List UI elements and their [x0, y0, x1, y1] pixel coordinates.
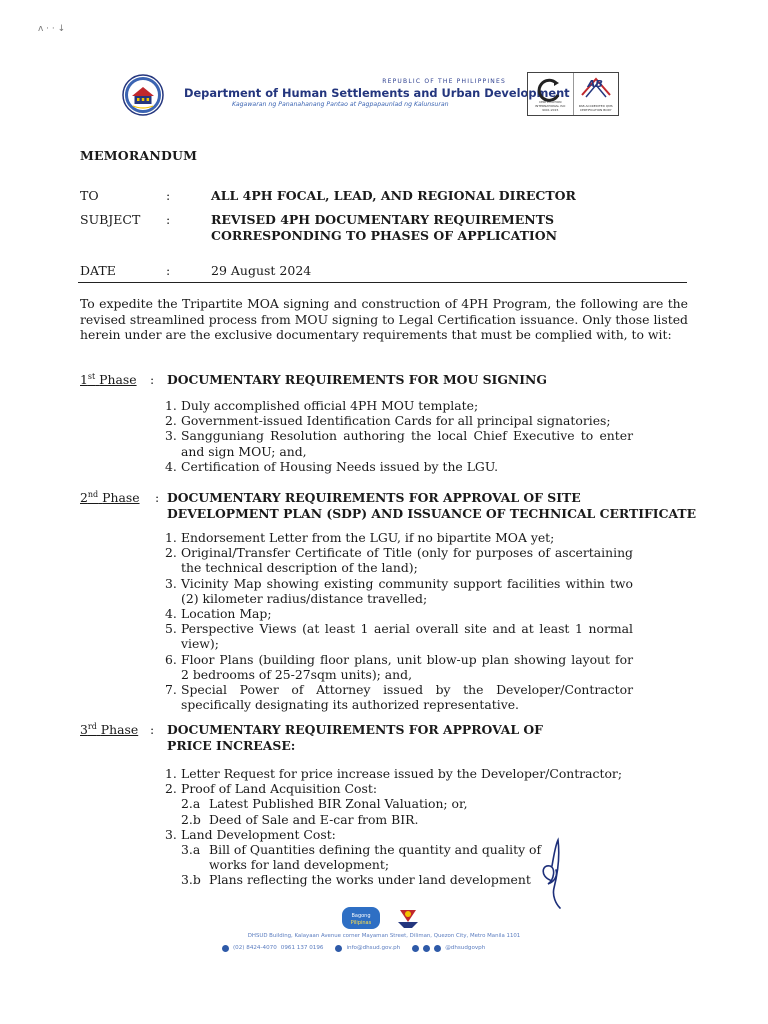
item-text: Vicinity Map showing existing community support facilities within two (2) kilometer radius/distance travelled;	[181, 575, 633, 606]
item-number: 3.	[165, 575, 177, 591]
sub-list-item	[165, 796, 635, 811]
footer-social: @dhsudgovph	[445, 945, 486, 951]
phase-1-suffix: st	[87, 372, 96, 381]
badge-text-line-1: Bagong	[351, 913, 371, 919]
sub-item-number: 3.b	[181, 872, 201, 888]
instagram-icon	[423, 945, 430, 952]
pab-accreditation	[574, 73, 619, 115]
phase-2-suffix: nd	[87, 490, 99, 499]
certification-logos	[527, 72, 619, 116]
footer-emblem-sun	[405, 911, 411, 917]
subject-colon: :	[166, 212, 171, 227]
list-item	[165, 621, 633, 651]
item-number: 2.	[165, 545, 177, 561]
phase-3-title-line-2: PRICE INCREASE:	[167, 737, 296, 753]
item-number: 2.	[165, 781, 177, 797]
phase-3-title-line-1: DOCUMENTARY REQUIREMENTS FOR APPROVAL OF	[167, 722, 543, 737]
item-text: Location Map;	[181, 606, 272, 622]
item-number: 5.	[165, 621, 177, 637]
item-text: Letter Request for price increase issued by the Developer/Contractor;	[181, 766, 623, 781]
phase-2-label	[80, 490, 140, 505]
item-number: 3.	[165, 428, 177, 444]
pab-logo-mark: AB	[587, 79, 603, 90]
item-number: 6.	[165, 651, 177, 667]
agency-tagline: Kagawaran ng Pananahanang Pantao at Pagpapaunlad ng Kalunsuran	[232, 101, 449, 108]
item-text: Duly accomplished official 4PH MOU template;	[181, 398, 479, 413]
memo-title: MEMORANDUM	[80, 148, 198, 163]
to-colon: :	[166, 188, 171, 203]
phase-3-suffix: rd	[87, 722, 97, 731]
item-number: 7.	[165, 682, 177, 698]
list-item	[165, 428, 633, 458]
phone-icon	[222, 945, 229, 952]
item-number: 4.	[165, 606, 177, 622]
republic-label: REPUBLIC OF THE PHILIPPINES	[382, 78, 506, 85]
to-value: ALL 4PH FOCAL, LEAD, AND REGIONAL DIRECTOR	[211, 188, 576, 203]
item-number: 4.	[165, 458, 177, 474]
footer-address: DHSUD Building, Kalayaan Avenue corner Mayaman Street, Diliman, Quezon City, Metro Manila 1101	[247, 933, 521, 939]
intro-paragraph: To expedite the Tripartite MOA signing and construction of 4PH Program, the following are the revised streamlined process from MOU signing to Legal Certification issuance. Only those listed herein under are the exclusive documentary requirements that must be complied with, to wit:	[80, 296, 688, 342]
footer-phone: (02) 8424-4070	[233, 945, 277, 951]
phase-1-word: Phase	[99, 372, 137, 388]
item-text: Certification of Housing Needs issued by the LGU.	[181, 458, 499, 474]
footer-email: info@dhsud.gov.ph	[346, 945, 401, 951]
phase-1-colon: :	[150, 372, 155, 387]
sub-list-item	[165, 812, 635, 827]
date-colon: :	[166, 263, 171, 278]
date-value: 29 August 2024	[211, 263, 312, 278]
sub-item-text: Latest Published BIR Zonal Valuation; or,	[209, 796, 468, 812]
phase-2-title	[167, 490, 696, 521]
sub-item-number: 3.a	[181, 842, 201, 858]
sub-item-text: Bill of Quantities defining the quantity and quality of works for land development;	[209, 842, 542, 873]
phase-2-number: 2	[80, 490, 88, 506]
to-label: TO	[80, 188, 99, 203]
subject-label: SUBJECT	[80, 212, 141, 227]
pab-accreditation-text: PAB ACCREDITED QMS CERTIFICATION BODY	[578, 104, 613, 112]
signature-initial-icon	[536, 836, 570, 910]
sub-item-text: Plans reflecting the works under land development	[209, 872, 531, 888]
list-item	[165, 413, 633, 428]
item-text: Sangguniang Resolution authoring the local Chief Executive to enter and sign MOU; and,	[181, 428, 633, 459]
iso-certification	[528, 73, 574, 115]
subject-line-1: REVISED 4PH DOCUMENTARY REQUIREMENTS	[211, 212, 555, 227]
sub-item-number: 2.a	[181, 796, 201, 812]
date-label: DATE	[80, 263, 116, 278]
item-text: Original/Transfer Certificate of Title (only for purposes of ascertaining the technical description of the land);	[181, 545, 633, 576]
item-text: Floor Plans (building floor plans, unit blow-up plan showing layout for 2 bedrooms of 25-27sqm units); and,	[181, 651, 633, 682]
item-text: Proof of Land Acquisition Cost:	[181, 781, 378, 797]
item-text: Land Development Cost:	[181, 826, 336, 842]
item-number: 1.	[165, 530, 177, 545]
list-item	[165, 398, 633, 413]
list-item	[165, 576, 633, 606]
footer-logos	[342, 906, 432, 930]
twitter-icon	[434, 945, 441, 952]
badge-text-line-2: Pilipinas	[350, 920, 372, 926]
phase-2-word: Phase	[102, 490, 140, 506]
item-text: Perspective Views (at least 1 aerial overall site and at least 1 normal view);	[181, 621, 633, 652]
footer-contacts	[222, 942, 552, 954]
list-item	[165, 459, 633, 474]
phase-3-number: 3	[80, 722, 88, 738]
phase-2-title-line-1: DOCUMENTARY REQUIREMENTS FOR APPROVAL OF SITE	[167, 490, 581, 505]
sub-item-text: Deed of Sale and E-car from BIR.	[209, 811, 419, 827]
item-text: Special Power of Attorney issued by the Developer/Contractor specifically designating its authorized representative.	[181, 682, 633, 713]
footer-mobile: 0961 137 0196	[280, 945, 324, 951]
item-text: Government-issued Identification Cards for all principal signatories;	[181, 413, 611, 429]
list-item	[165, 781, 635, 796]
phase-2-requirements	[165, 530, 633, 712]
item-number: 3.	[165, 826, 177, 842]
phase-1-title	[167, 372, 547, 388]
list-item	[165, 530, 633, 545]
phase-2-title-line-2: DEVELOPMENT PLAN (SDP) AND ISSUANCE OF TECHNICAL CERTIFICATE	[167, 505, 697, 521]
phase-3-title	[167, 722, 543, 753]
list-item	[165, 766, 635, 781]
phase-1-number: 1	[80, 372, 88, 388]
item-text: Endorsement Letter from the LGU, if no bipartite MOA yet;	[181, 530, 555, 545]
phase-3-colon: :	[150, 722, 155, 737]
subject-line-2: CORRESPONDING TO PHASES OF APPLICATION	[211, 228, 558, 243]
phase-1-requirements	[165, 398, 633, 474]
list-item	[165, 652, 633, 682]
list-item	[165, 682, 633, 712]
footer-emblem-base	[398, 922, 418, 928]
sub-list-item	[165, 842, 559, 872]
item-number: 1.	[165, 766, 177, 781]
dhsud-seal-icon	[122, 74, 164, 116]
sub-item-number: 2.b	[181, 811, 201, 827]
phase-3-label	[80, 722, 138, 737]
phase-1-title-line: DOCUMENTARY REQUIREMENTS FOR MOU SIGNING	[167, 372, 547, 387]
facebook-icon	[412, 945, 419, 952]
item-number: 2.	[165, 413, 177, 429]
email-icon	[335, 945, 342, 952]
scan-marks: ʌ · · ↓	[38, 24, 66, 34]
agency-name: Department of Human Settlements and Urban Development	[184, 86, 570, 100]
letterhead	[122, 72, 622, 118]
header-divider	[78, 282, 687, 283]
phase-3-word: Phase	[100, 722, 139, 738]
item-number: 1.	[165, 398, 177, 413]
phase-1-label	[80, 372, 137, 387]
list-item	[165, 606, 633, 621]
iso-certification-text: CERTIFICATION INTERNATIONAL ISO 9001:2015	[535, 100, 566, 112]
list-item	[165, 545, 633, 575]
phase-2-colon: :	[155, 490, 160, 505]
